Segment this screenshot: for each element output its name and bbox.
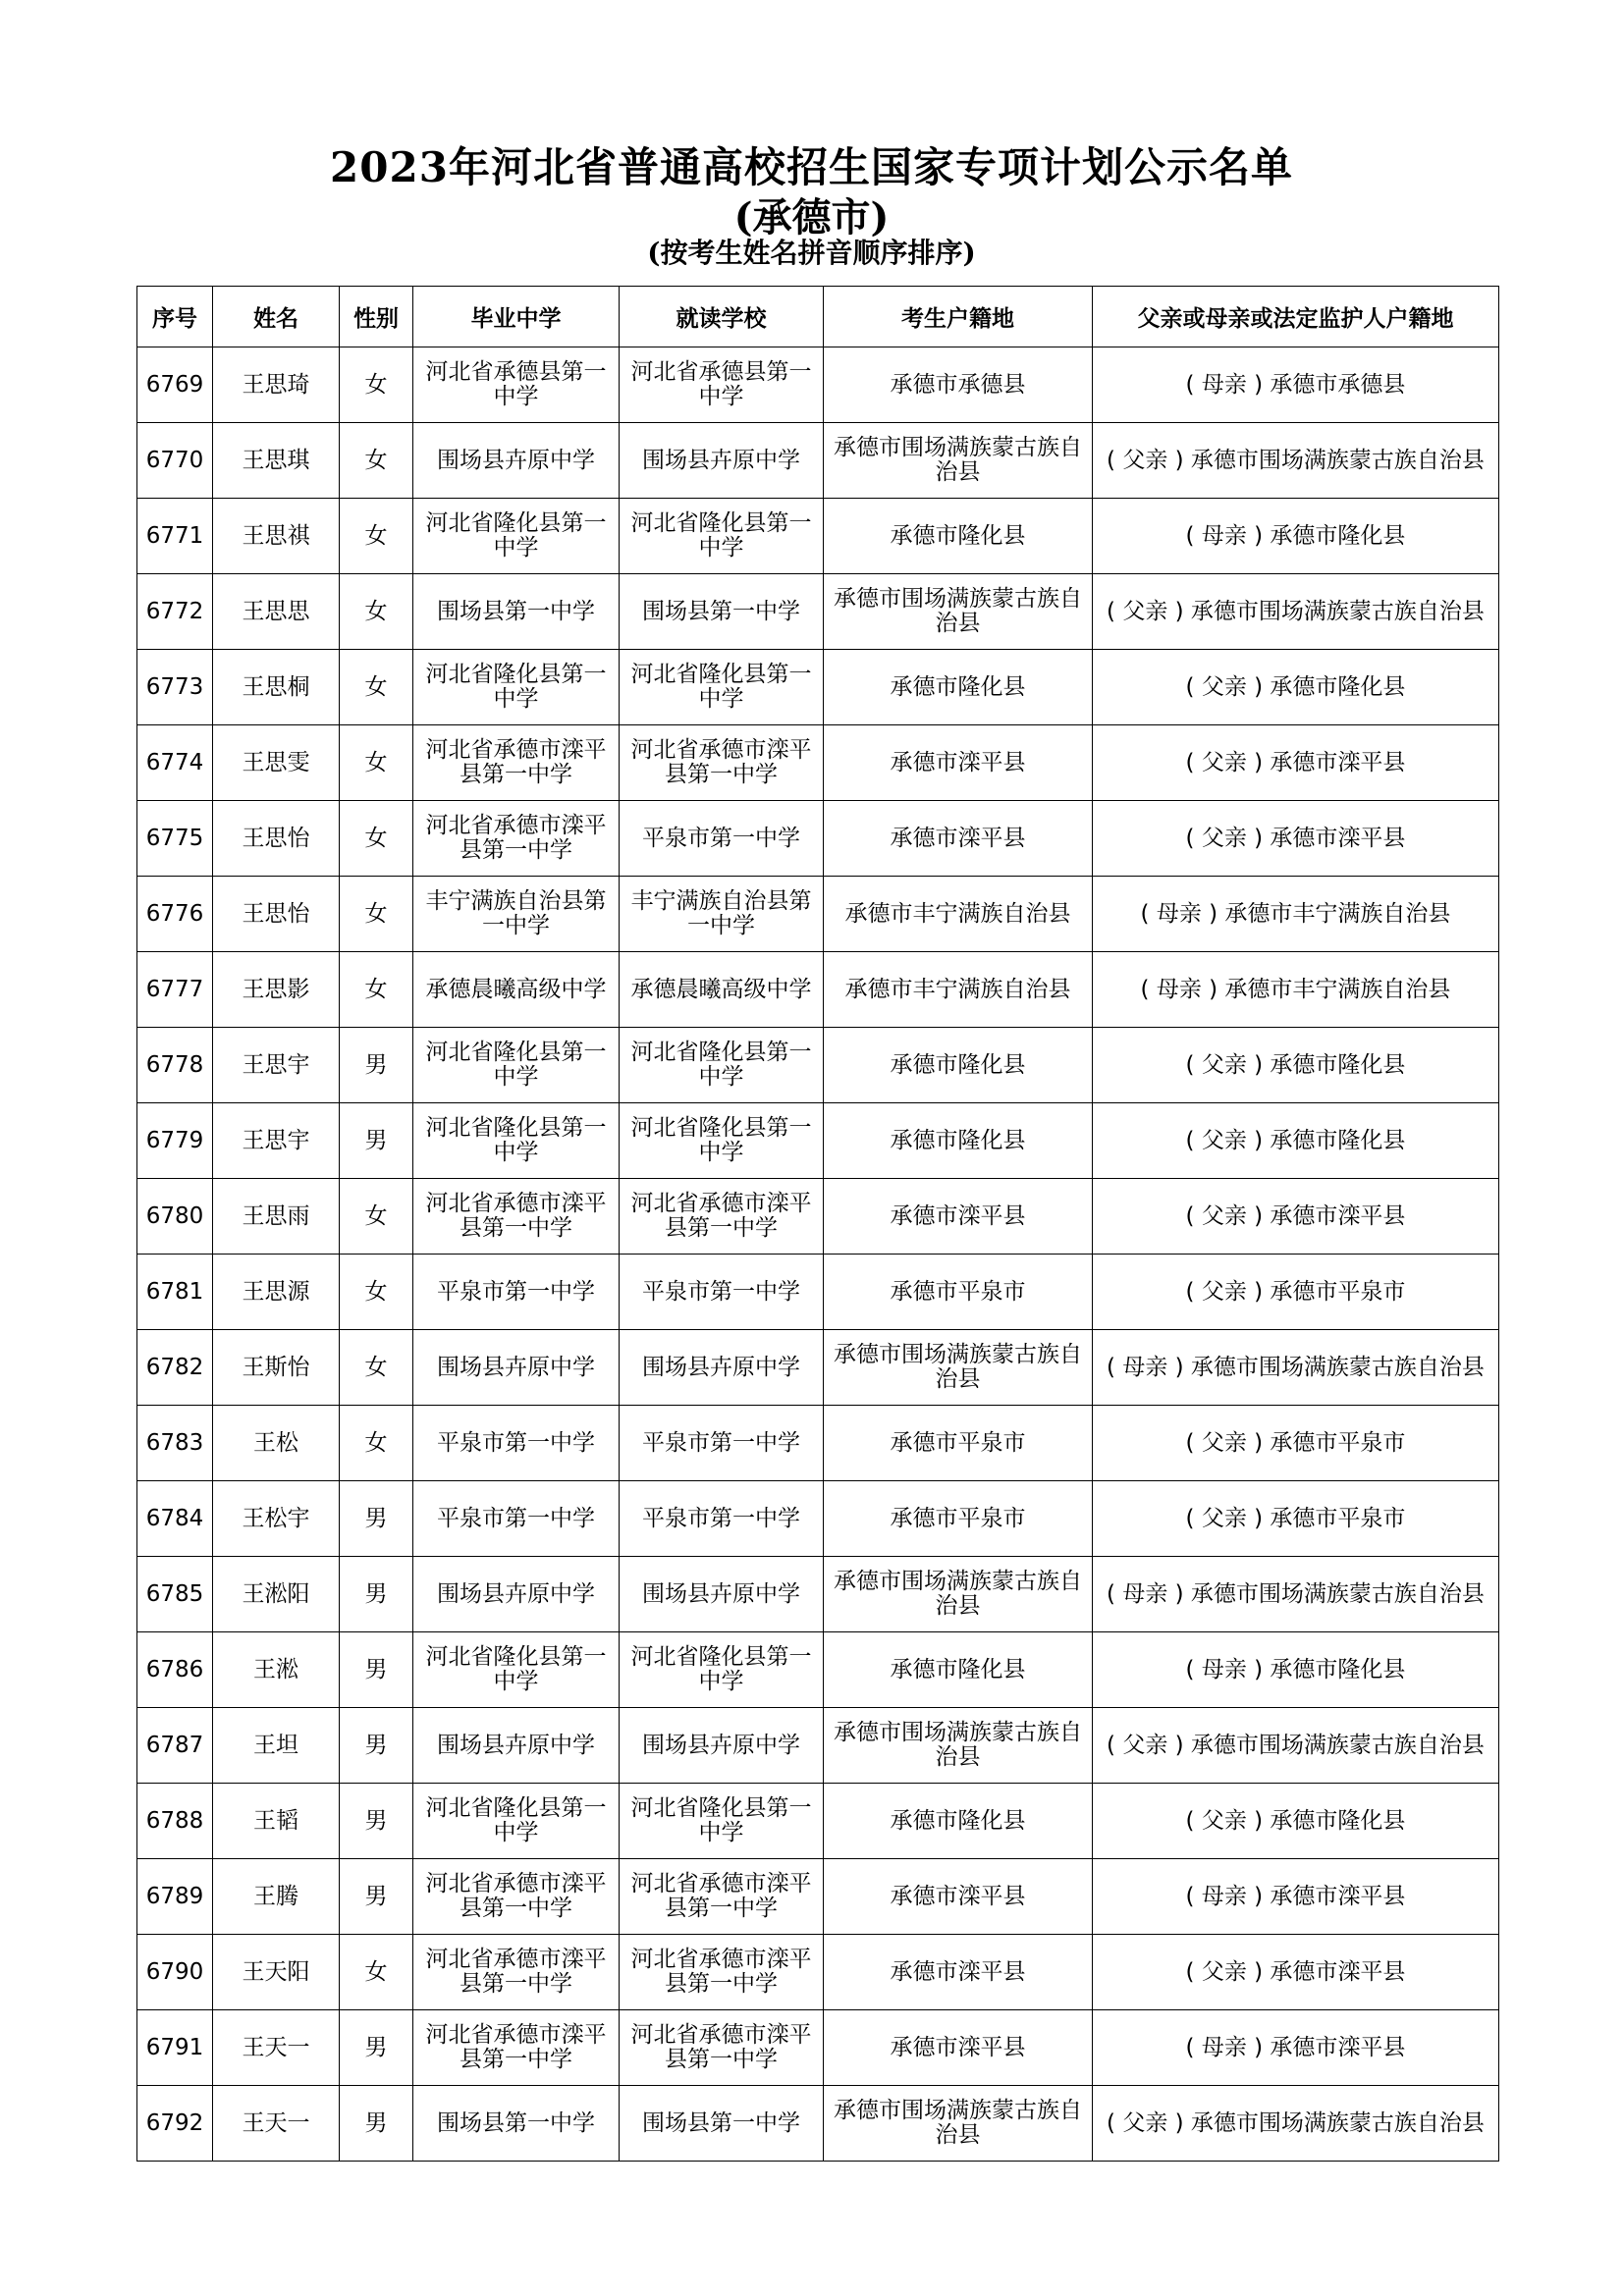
cell-hukou: 承德市滦平县 (824, 1935, 1093, 2010)
cell-no: 6777 (137, 952, 213, 1028)
cell-parent-hukou: ( 父亲 ) 承德市隆化县 (1093, 650, 1499, 725)
cell-hukou: 承德市隆化县 (824, 1028, 1093, 1103)
cell-name: 王淞 (213, 1632, 340, 1708)
cell-grad-school: 围场县第一中学 (413, 2086, 620, 2162)
cell-current-school: 平泉市第一中学 (620, 801, 824, 877)
cell-grad-school: 河北省承德市滦平县第一中学 (413, 2010, 620, 2086)
cell-hukou: 承德市隆化县 (824, 499, 1093, 574)
cell-parent-hukou: ( 父亲 ) 承德市隆化县 (1093, 1103, 1499, 1179)
cell-name: 王思宇 (213, 1028, 340, 1103)
table-row (137, 725, 1499, 801)
cell-name: 王思影 (213, 952, 340, 1028)
cell-sex: 女 (340, 877, 413, 952)
cell-hukou: 承德市围场满族蒙古族自治县 (824, 1708, 1093, 1784)
cell-sex: 男 (340, 1859, 413, 1935)
cell-grad-school: 平泉市第一中学 (413, 1481, 620, 1557)
header-parent-hukou: 父亲或母亲或法定监护人户籍地 (1093, 287, 1499, 347)
cell-sex: 男 (340, 2010, 413, 2086)
cell-current-school: 河北省承德市滦平县第一中学 (620, 1935, 824, 2010)
table-row (137, 1708, 1499, 1784)
cell-grad-school: 河北省承德市滦平县第一中学 (413, 1179, 620, 1255)
table-row (137, 1255, 1499, 1330)
header-no: 序号 (137, 287, 213, 347)
cell-sex: 女 (340, 1406, 413, 1481)
cell-name: 王思怡 (213, 877, 340, 952)
cell-parent-hukou: ( 母亲 ) 承德市滦平县 (1093, 2010, 1499, 2086)
cell-grad-school: 河北省隆化县第一中学 (413, 1632, 620, 1708)
cell-current-school: 河北省隆化县第一中学 (620, 650, 824, 725)
cell-sex: 男 (340, 1557, 413, 1632)
cell-sex: 女 (340, 952, 413, 1028)
cell-parent-hukou: ( 父亲 ) 承德市滦平县 (1093, 1935, 1499, 2010)
table-row (137, 423, 1499, 499)
cell-grad-school: 丰宁满族自治县第一中学 (413, 877, 620, 952)
cell-grad-school: 围场县卉原中学 (413, 1557, 620, 1632)
cell-grad-school: 围场县卉原中学 (413, 1708, 620, 1784)
cell-current-school: 河北省承德县第一中学 (620, 347, 824, 423)
cell-sex: 女 (340, 801, 413, 877)
cell-no: 6791 (137, 2010, 213, 2086)
cell-name: 王松 (213, 1406, 340, 1481)
table-row (137, 877, 1499, 952)
cell-grad-school: 平泉市第一中学 (413, 1406, 620, 1481)
sort-note: (按考生姓名拼音顺序排序) (647, 237, 976, 269)
cell-current-school: 围场县卉原中学 (620, 1557, 824, 1632)
cell-grad-school: 河北省隆化县第一中学 (413, 1784, 620, 1859)
cell-parent-hukou: ( 父亲 ) 承德市平泉市 (1093, 1481, 1499, 1557)
cell-sex: 男 (340, 1028, 413, 1103)
table-row (137, 1632, 1499, 1708)
table-row (137, 574, 1499, 650)
cell-grad-school: 平泉市第一中学 (413, 1255, 620, 1330)
cell-name: 王思祺 (213, 499, 340, 574)
cell-no: 6792 (137, 2086, 213, 2162)
cell-parent-hukou: ( 母亲 ) 承德市丰宁满族自治县 (1093, 877, 1499, 952)
cell-grad-school: 围场县卉原中学 (413, 423, 620, 499)
cell-grad-school: 河北省隆化县第一中学 (413, 1028, 620, 1103)
cell-parent-hukou: ( 母亲 ) 承德市承德县 (1093, 347, 1499, 423)
cell-parent-hukou: ( 父亲 ) 承德市滦平县 (1093, 801, 1499, 877)
cell-parent-hukou: ( 父亲 ) 承德市围场满族蒙古族自治县 (1093, 574, 1499, 650)
table-row (137, 499, 1499, 574)
cell-no: 6788 (137, 1784, 213, 1859)
cell-current-school: 河北省隆化县第一中学 (620, 1784, 824, 1859)
cell-parent-hukou: ( 父亲 ) 承德市隆化县 (1093, 1784, 1499, 1859)
cell-name: 王思琦 (213, 347, 340, 423)
table-row (137, 1330, 1499, 1406)
cell-name: 王思思 (213, 574, 340, 650)
cell-grad-school: 承德晨曦高级中学 (413, 952, 620, 1028)
cell-no: 6780 (137, 1179, 213, 1255)
cell-sex: 男 (340, 1632, 413, 1708)
cell-name: 王思琪 (213, 423, 340, 499)
table-row (137, 1784, 1499, 1859)
cell-hukou: 承德市围场满族蒙古族自治县 (824, 1330, 1093, 1406)
cell-parent-hukou: ( 母亲 ) 承德市围场满族蒙古族自治县 (1093, 1330, 1499, 1406)
cell-current-school: 河北省隆化县第一中学 (620, 1103, 824, 1179)
cell-hukou: 承德市围场满族蒙古族自治县 (824, 1557, 1093, 1632)
cell-parent-hukou: ( 母亲 ) 承德市隆化县 (1093, 1632, 1499, 1708)
cell-grad-school: 河北省承德市滦平县第一中学 (413, 801, 620, 877)
cell-sex: 男 (340, 1481, 413, 1557)
cell-sex: 女 (340, 1330, 413, 1406)
cell-name: 王思源 (213, 1255, 340, 1330)
cell-grad-school: 河北省承德市滦平县第一中学 (413, 1935, 620, 2010)
cell-current-school: 围场县卉原中学 (620, 423, 824, 499)
cell-parent-hukou: ( 父亲 ) 承德市滦平县 (1093, 1179, 1499, 1255)
cell-current-school: 围场县卉原中学 (620, 1330, 824, 1406)
cell-sex: 女 (340, 1179, 413, 1255)
applicant-table (136, 286, 1499, 2162)
cell-parent-hukou: ( 父亲 ) 承德市围场满族蒙古族自治县 (1093, 2086, 1499, 2162)
cell-parent-hukou: ( 母亲 ) 承德市隆化县 (1093, 499, 1499, 574)
cell-parent-hukou: ( 父亲 ) 承德市滦平县 (1093, 725, 1499, 801)
table-row (137, 1103, 1499, 1179)
cell-parent-hukou: ( 父亲 ) 承德市隆化县 (1093, 1028, 1499, 1103)
cell-hukou: 承德市隆化县 (824, 650, 1093, 725)
cell-sex: 女 (340, 347, 413, 423)
cell-name: 王思桐 (213, 650, 340, 725)
cell-name: 王天阳 (213, 1935, 340, 2010)
cell-sex: 女 (340, 650, 413, 725)
cell-current-school: 丰宁满族自治县第一中学 (620, 877, 824, 952)
cell-current-school: 河北省承德市滦平县第一中学 (620, 1859, 824, 1935)
cell-name: 王坦 (213, 1708, 340, 1784)
cell-name: 王思雨 (213, 1179, 340, 1255)
header-current-school: 就读学校 (620, 287, 824, 347)
cell-sex: 男 (340, 1784, 413, 1859)
cell-current-school: 围场县卉原中学 (620, 1708, 824, 1784)
cell-parent-hukou: ( 父亲 ) 承德市围场满族蒙古族自治县 (1093, 423, 1499, 499)
cell-hukou: 承德市滦平县 (824, 725, 1093, 801)
table-row (137, 650, 1499, 725)
cell-grad-school: 河北省承德市滦平县第一中学 (413, 1859, 620, 1935)
cell-name: 王天一 (213, 2010, 340, 2086)
cell-no: 6772 (137, 574, 213, 650)
cell-grad-school: 河北省隆化县第一中学 (413, 650, 620, 725)
table-header (137, 287, 1499, 347)
cell-grad-school: 河北省承德市滦平县第一中学 (413, 725, 620, 801)
cell-sex: 女 (340, 1255, 413, 1330)
cell-hukou: 承德市承德县 (824, 347, 1093, 423)
cell-hukou: 承德市丰宁满族自治县 (824, 877, 1093, 952)
cell-hukou: 承德市滦平县 (824, 1859, 1093, 1935)
cell-grad-school: 围场县第一中学 (413, 574, 620, 650)
cell-current-school: 平泉市第一中学 (620, 1255, 824, 1330)
table-body (137, 347, 1499, 2162)
cell-current-school: 河北省隆化县第一中学 (620, 1632, 824, 1708)
table-row (137, 1935, 1499, 2010)
cell-current-school: 平泉市第一中学 (620, 1481, 824, 1557)
cell-no: 6769 (137, 347, 213, 423)
table-row (137, 952, 1499, 1028)
cell-hukou: 承德市隆化县 (824, 1632, 1093, 1708)
cell-hukou: 承德市围场满族蒙古族自治县 (824, 574, 1093, 650)
cell-parent-hukou: ( 母亲 ) 承德市滦平县 (1093, 1859, 1499, 1935)
cell-parent-hukou: ( 父亲 ) 承德市平泉市 (1093, 1255, 1499, 1330)
cell-current-school: 承德晨曦高级中学 (620, 952, 824, 1028)
table-row (137, 2086, 1499, 2162)
cell-name: 王松宇 (213, 1481, 340, 1557)
cell-no: 6776 (137, 877, 213, 952)
cell-parent-hukou: ( 母亲 ) 承德市围场满族蒙古族自治县 (1093, 1557, 1499, 1632)
cell-sex: 女 (340, 574, 413, 650)
cell-hukou: 承德市丰宁满族自治县 (824, 952, 1093, 1028)
cell-no: 6778 (137, 1028, 213, 1103)
table-row (137, 1557, 1499, 1632)
cell-current-school: 河北省隆化县第一中学 (620, 1028, 824, 1103)
cell-current-school: 河北省隆化县第一中学 (620, 499, 824, 574)
cell-no: 6779 (137, 1103, 213, 1179)
cell-no: 6771 (137, 499, 213, 574)
cell-no: 6785 (137, 1557, 213, 1632)
cell-current-school: 河北省承德市滦平县第一中学 (620, 725, 824, 801)
cell-parent-hukou: ( 父亲 ) 承德市平泉市 (1093, 1406, 1499, 1481)
table-row (137, 347, 1499, 423)
cell-no: 6786 (137, 1632, 213, 1708)
cell-no: 6783 (137, 1406, 213, 1481)
table-row (137, 2010, 1499, 2086)
cell-hukou: 承德市平泉市 (824, 1481, 1093, 1557)
cell-current-school: 平泉市第一中学 (620, 1406, 824, 1481)
cell-grad-school: 围场县卉原中学 (413, 1330, 620, 1406)
cell-parent-hukou: ( 母亲 ) 承德市丰宁满族自治县 (1093, 952, 1499, 1028)
cell-no: 6770 (137, 423, 213, 499)
document-title: 2023年河北省普通高校招生国家专项计划公示名单 (330, 143, 1293, 191)
cell-hukou: 承德市滦平县 (824, 1179, 1093, 1255)
table-row (137, 1481, 1499, 1557)
cell-no: 6782 (137, 1330, 213, 1406)
cell-sex: 女 (340, 725, 413, 801)
cell-name: 王斯怡 (213, 1330, 340, 1406)
cell-grad-school: 河北省隆化县第一中学 (413, 1103, 620, 1179)
table-row (137, 1859, 1499, 1935)
cell-current-school: 围场县第一中学 (620, 2086, 824, 2162)
cell-hukou: 承德市平泉市 (824, 1406, 1093, 1481)
cell-sex: 男 (340, 2086, 413, 2162)
cell-sex: 女 (340, 499, 413, 574)
table-row (137, 1028, 1499, 1103)
cell-no: 6784 (137, 1481, 213, 1557)
cell-current-school: 河北省承德市滦平县第一中学 (620, 2010, 824, 2086)
cell-name: 王思怡 (213, 801, 340, 877)
cell-hukou: 承德市滦平县 (824, 2010, 1093, 2086)
cell-hukou: 承德市隆化县 (824, 1784, 1093, 1859)
cell-name: 王淞阳 (213, 1557, 340, 1632)
cell-no: 6775 (137, 801, 213, 877)
cell-no: 6773 (137, 650, 213, 725)
cell-hukou: 承德市隆化县 (824, 1103, 1093, 1179)
cell-current-school: 河北省承德市滦平县第一中学 (620, 1179, 824, 1255)
cell-grad-school: 河北省承德县第一中学 (413, 347, 620, 423)
document-subtitle: (承德市) (733, 194, 890, 240)
cell-sex: 男 (340, 1103, 413, 1179)
cell-name: 王天一 (213, 2086, 340, 2162)
cell-sex: 女 (340, 1935, 413, 2010)
table-row (137, 801, 1499, 877)
cell-no: 6774 (137, 725, 213, 801)
cell-name: 王腾 (213, 1859, 340, 1935)
cell-name: 王思雯 (213, 725, 340, 801)
cell-parent-hukou: ( 父亲 ) 承德市围场满族蒙古族自治县 (1093, 1708, 1499, 1784)
table-row (137, 1406, 1499, 1481)
cell-sex: 女 (340, 423, 413, 499)
cell-current-school: 围场县第一中学 (620, 574, 824, 650)
table-row (137, 1179, 1499, 1255)
cell-no: 6787 (137, 1708, 213, 1784)
cell-hukou: 承德市围场满族蒙古族自治县 (824, 2086, 1093, 2162)
cell-name: 王思宇 (213, 1103, 340, 1179)
cell-name: 王韬 (213, 1784, 340, 1859)
cell-hukou: 承德市围场满族蒙古族自治县 (824, 423, 1093, 499)
header-sex: 性别 (340, 287, 413, 347)
cell-no: 6789 (137, 1859, 213, 1935)
header-grad-school: 毕业中学 (413, 287, 620, 347)
cell-no: 6790 (137, 1935, 213, 2010)
header-hukou: 考生户籍地 (824, 287, 1093, 347)
header-name: 姓名 (213, 287, 340, 347)
cell-sex: 男 (340, 1708, 413, 1784)
cell-grad-school: 河北省隆化县第一中学 (413, 499, 620, 574)
cell-no: 6781 (137, 1255, 213, 1330)
cell-hukou: 承德市平泉市 (824, 1255, 1093, 1330)
cell-hukou: 承德市滦平县 (824, 801, 1093, 877)
header-row (137, 287, 1499, 347)
